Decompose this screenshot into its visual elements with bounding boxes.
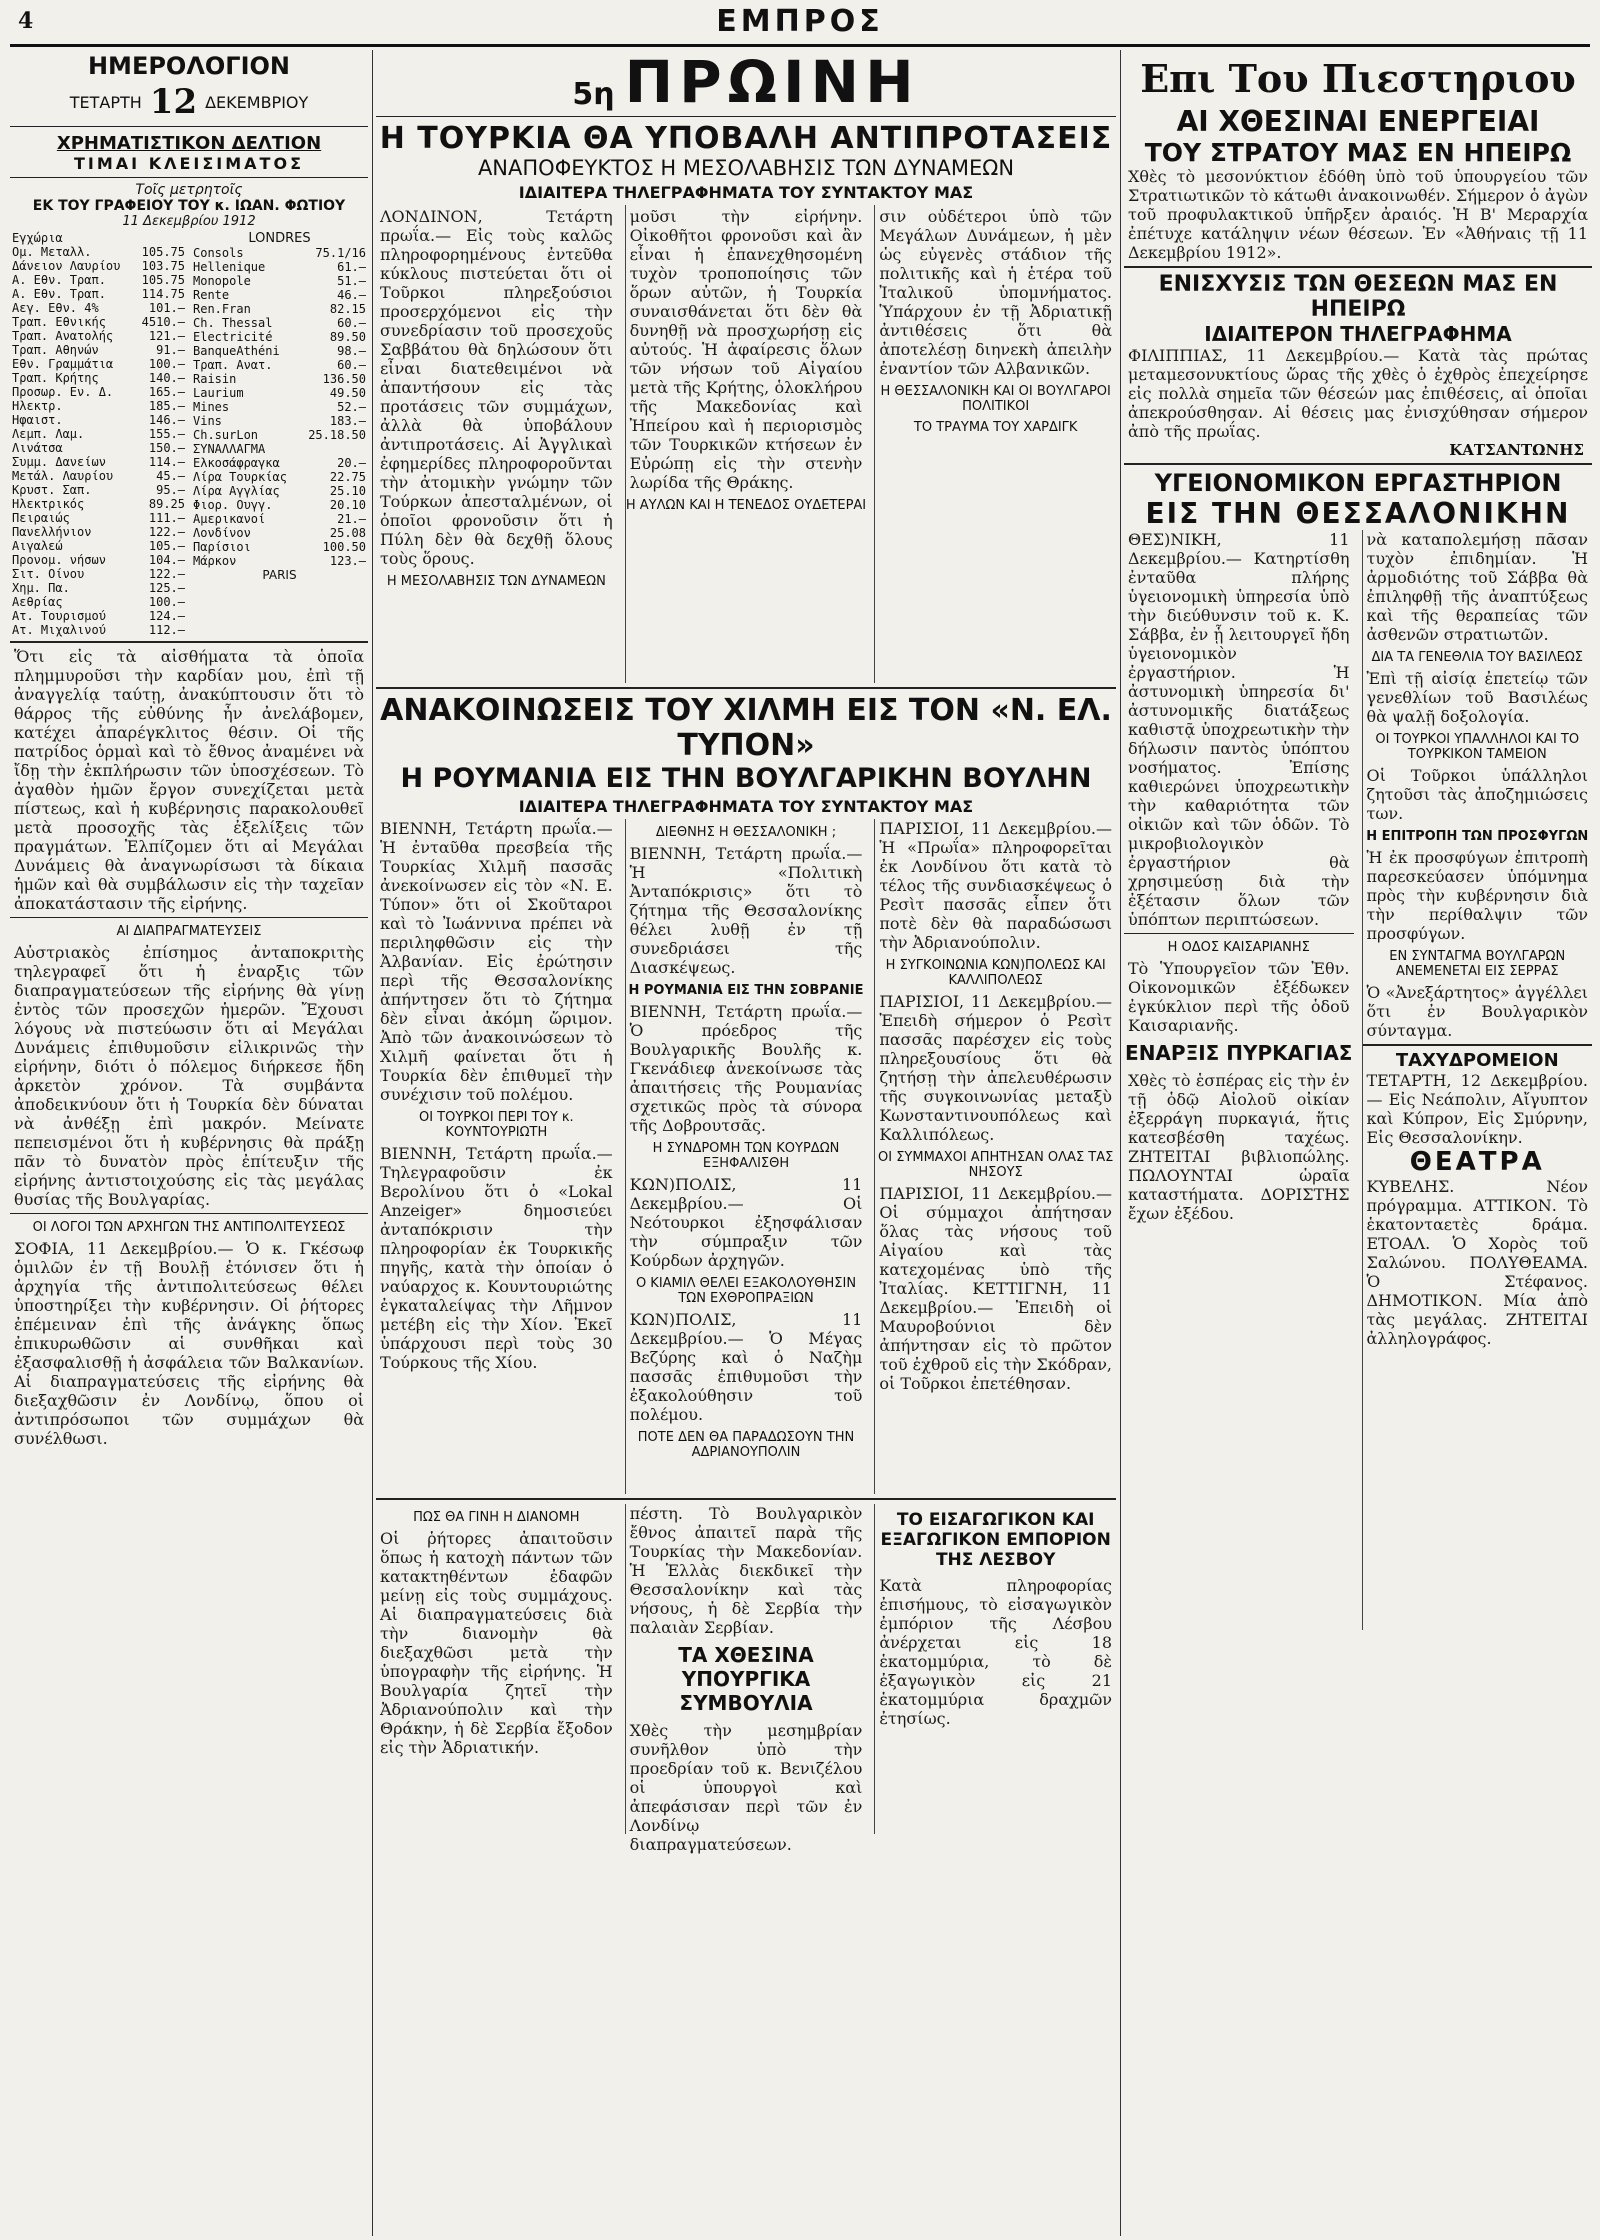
security-price: 103.75 xyxy=(141,259,185,273)
headline: ΥΓΕΙΟΝΟΜΙΚΟΝ ΕΡΓΑΣΤΗΡΙΟΝ xyxy=(1154,469,1562,497)
table-row xyxy=(191,358,368,372)
table-row xyxy=(191,484,368,498)
security-price: 105.— xyxy=(148,539,185,553)
edition-banner xyxy=(376,48,1116,116)
table-row xyxy=(191,498,368,512)
table-row xyxy=(10,497,187,511)
section-heading: Η ΡΟΥΜΑΝΙΑ ΕΙΣ ΤΗΝ ΣΟΒΡΑΝΙΕ xyxy=(628,983,864,998)
security-name: Ηλεκτρικός xyxy=(12,497,85,511)
security-name: Αεθρίας xyxy=(12,595,63,609)
security-name: Raisin xyxy=(193,372,237,386)
exchange-title: ΧΡΗΜΑΤΙΣΤΙΚΟΝ ΔΕΛΤΙΟΝ xyxy=(56,133,322,154)
security-price: 100.— xyxy=(148,357,185,371)
security-name: Τραπ. Κρήτης xyxy=(12,371,99,385)
headline: ΤΟΥ ΣΤΡΑΤΟΥ ΜΑΣ ΕΝ ΗΠΕΙΡΩ xyxy=(1144,138,1572,167)
exchange-table xyxy=(10,231,368,637)
security-name: Δάνειον Λαυρίου xyxy=(12,259,121,273)
table-row xyxy=(10,525,187,539)
security-name: Mines xyxy=(193,400,230,414)
table-row xyxy=(10,623,187,637)
table-row xyxy=(10,357,187,371)
article-columns xyxy=(376,819,1116,1494)
article-body: Ὅτι εἰς τὰ αἰσθήματα τὰ ὁποῖα πλημμυροῦσι τὴν καρδίαν μου, ἐπὶ τῇ ἀναγγελίᾳ ταύτῃ, ἀνακύπτουσιν ὅτι τὸ θάρρος τῆς εὐθύνης ἦν ἀνελάβομεν, κατέχει ἀπαρέγκλιτος θέσιν. Οἱ τῆς πατρίδος ὁρμαὶ καὶ τὸ ἔθνος ἀναμένει νὰ ἴδῃ τὴν ἐκπλήρωσιν τῶν ὑποσχέσεων. Τὸ ἀγαθὸν ἡμῶν ἔργον συνεχίζεται μετὰ πίστεως, καὶ ἡ κυβέρνησις παρακολουθεῖ μετὰ προσοχῆς τὰς ἐξελίξεις τῶν πραγμάτων. Ἐλπίζομεν ὅτι αἱ Μεγάλαι Δυνάμεις θὰ ἀναγνωρίσωσι τὰ δίκαια ἡμῶν καὶ θὰ συμβάλωσιν εἰς τὴν ταχεῖαν ἀποκατάστασιν τῆς εἰρήνης. xyxy=(14,647,364,913)
article-body: Αὐστριακὸς ἐπίσημος ἀνταποκριτὴς τηλεγραφεῖ ὅτι ἡ ἐναρξις τῶν διαπραγματεύσεων τῆς εἰρήνης θὰ γίνῃ ἐντὸς τῶν προσεχῶν ἡμερῶν. Ἔχουσι λόγους νὰ πιστεύωσιν ὅτι αἱ Μεγάλαι Δυνάμεις ἐπιθυμοῦσιν εἰλικρινῶς τὴν εἰρήνην, διότι ὁ πόλεμος διήρκεσε ἤδη ἀρκετὸν χρόνον. Τὰ συμβάντα ἀποδεικνύουν ὅτι ἡ Τουρκία δὲν δύναται νὰ ἀνθέξῃ ἐπὶ μακρόν. Μείνατε πεπεισμένοι ὅτι ἡ κυβέρνησις θὰ πράξῃ πᾶν τὸ δυνατὸν πρὸς ἐπίτευξιν τῆς εἰρήνης ἀντιστοιχούσης εἰς τὰς μεγάλας θυσίας τῆς Βουλγαρίας. xyxy=(14,943,364,1209)
security-price: 95.— xyxy=(156,483,185,497)
security-name: Μετάλ. Λαυρίου xyxy=(12,469,114,483)
table-row xyxy=(10,385,187,399)
security-price: 61.— xyxy=(337,260,366,274)
security-price: 136.50 xyxy=(322,372,366,386)
dispatch-credit: ΙΔΙΑΙΤΕΡΑ ΤΗΛΕΓΡΑΦΗΜΑΤΑ ΤΟΥ ΣΥΝΤΑΚΤΟΥ ΜΑΣ xyxy=(518,183,974,202)
article-body: ΠΑΡΙΣΙΟΙ, 11 Δεκεμβρίου.— Οἱ σύμμαχοι ἀπήτησαν ὅλας τὰς νήσους τοῦ Αἰγαίου καὶ τὰς κατεχομένας ὑπὸ τῆς Ἰταλίας. ΚΕΤΤΙΓΝΗ, 11 Δεκεμβρίου.— Ἐπειδὴ οἱ Μαυροβούνιοι δὲν ἀπήντησαν εἰς τὸ πρῶτον τοῦ ἐχθροῦ εἰς τὴν Σκόδραν, οἱ Τοῦρκοι ἐπετέθησαν. xyxy=(879,1184,1113,1393)
headline: ΑΝΑΚΟΙΝΩΣΕΙΣ ΤΟΥ ΧΙΛΜΗ ΕΙΣ ΤΟΝ «Ν. ΕΛ. ΤΥΠΟΝ» xyxy=(380,693,1112,763)
security-price: 101.— xyxy=(148,301,185,315)
security-price: 25.08 xyxy=(329,526,366,540)
article-body: Χθὲς τὴν μεσημβρίαν συνῆλθον ὑπὸ τὴν προεδρίαν τοῦ κ. Βενιζέλου οἱ ὑπουργοὶ καὶ ἀπεφάσισαν περὶ τῶν ἐν Λονδίνῳ διαπραγματεύσεων. xyxy=(629,1721,863,1854)
security-name: Λίρα Τουρκίας xyxy=(193,470,287,484)
headline: ΑΙ ΧΘΕΣΙΝΑΙ ΕΝΕΡΓΕΙΑΙ xyxy=(1176,105,1540,138)
table-row xyxy=(10,511,187,525)
article-body: ΒΙΕΝΝΗ, Τετάρτη πρωΐα.— Ὁ πρόεδρος τῆς Βουλγαρικῆς Βουλῆς κ. Γκενάδιεφ ἀνεκοίνωσε τὰς ἀπαιτήσεις τῆς Ρουμανίας σχετικῶς πρὸς τὰ σύνορα τῆς Δοβρουτσᾶς. xyxy=(629,1002,863,1135)
column-main xyxy=(376,50,1116,2236)
security-price: 20.10 xyxy=(329,498,366,512)
column-exchange xyxy=(10,50,368,2236)
security-price: 105.75 xyxy=(141,273,185,287)
security-name: Συμμ. Δανείων xyxy=(12,455,106,469)
table-row xyxy=(191,316,368,330)
security-name: Μάρκον xyxy=(193,554,237,568)
exchange-table-left xyxy=(10,231,187,637)
section-heading: ΟΙ ΣΥΜΜΑΧΟΙ ΑΠΗΤΗΣΑΝ ΟΛΑΣ ΤΑΣ ΝΗΣΟΥΣ xyxy=(878,1150,1114,1180)
table-row xyxy=(10,595,187,609)
article-body: νὰ καταπολεμήσῃ πᾶσαν τυχὸν ἐπιδημίαν. Ἡ ἀρμοδιότης τοῦ Σάββα θὰ ἐπιληφθῇ τῆς ἀναπτύξεως καὶ τῆς θεραπείας τῶν ἀσθενῶν στρατιωτῶν. xyxy=(1366,530,1588,644)
section-heading: Η ΘΕΣΣΑΛΟΝΙΚΗ ΚΑΙ ΟΙ ΒΟΥΛΓΑΡΟΙ ΠΟΛΙΤΙΚΟΙ xyxy=(880,384,1111,414)
article-body: ΒΙΕΝΝΗ, Τετάρτη πρωΐα.— Ἡ «Πολιτικὴ Ἀνταπόκρισις» ὅτι τὸ ζήτημα τῆς Θεσσαλονίκης θέλει λυθῇ ἐν τῇ συνεδριάσει τῆς Διασκέψεως. xyxy=(629,844,863,977)
security-price: 89.25 xyxy=(148,497,185,511)
security-price: 165.— xyxy=(148,385,185,399)
section-heading: ΕΝ ΣΥΝΤΑΓΜΑ ΒΟΥΛΓΑΡΩΝ ΑΝΕΜΕΝΕΤΑΙ ΕΙΣ ΣΕΡΡΑΣ xyxy=(1389,949,1566,979)
security-name: Χημ. Πα. xyxy=(12,581,70,595)
article-columns xyxy=(376,205,1116,683)
security-name: Ομ. Μεταλλ. xyxy=(12,245,92,259)
security-price: 51.— xyxy=(337,274,366,288)
table-row xyxy=(191,330,368,344)
article-body: σιν οὐδέτεροι ὑπὸ τῶν Μεγάλων Δυνάμεων, ἡ μὲν ὡς εὐγενὲς στάδιον τῆς πολιτικῆς καὶ ἡ ἑτέρα τοῦ Ἰταλικοῦ ὑπομνήματος. Ὑπάρχουν ἐν τῇ Ἀδριατικῇ ἀντιθέσεις ὅτι θὰ ἀποτελέσῃ διηνεκὴ ἀπειλὴν ἐναντίον τῶν Αλβανικῶν. xyxy=(879,207,1113,378)
table-row xyxy=(10,553,187,567)
article-body: Ἐπὶ τῇ αἰσίᾳ ἐπετείῳ τῶν γενεθλίων τοῦ Βασιλέως θὰ ψαλῇ δοξολογία. xyxy=(1366,669,1588,726)
article-body: ΘΕΣ)ΝΙΚΗ, 11 Δεκεμβρίου.— Κατηρτίσθη ἐνταῦθα πλήρης ὑγειονομικὴ ὑπηρεσία ὑπὸ τὴν διεύθυνσιν τοῦ κ. Κ. Σάββα, ἐν ᾗ λειτουργεῖ ἤδη ὑγειονομικὸν ἐργαστήριον. Ἡ ἀστυνομικὴ ὑπηρεσία δι' ἀστυνομικῆς διατάξεως καθιστᾷ ὑποχρεωτικὴν τὴν δήλωσιν παντὸς ὑπόπτου νοσήματος. Ἐπίσης καθιερώνει ὑποχρεωτικὴν τὴν καθαριότητα τῶν οἰκιῶν καὶ τῶν ὁδῶν. Τὸ μικροβιολογικὸν ἐργαστήριον θὰ χρησιμεύσῃ διὰ τὴν ἐξέτασιν ὅλων τῶν ὑπόπτων περιπτώσεων. xyxy=(1128,530,1350,929)
article-body: ΣΟΦΙΑ, 11 Δεκεμβρίου.— Ὁ κ. Γκέσωφ ὁμιλῶν ἐν τῇ Βουλῇ ἐτόνισεν ὅτι ἡ ἀρχηγία τῆς ἀντιπολιτεύσεως θέλει ὑποστηρίξει τὴν κυβέρνησιν. Οἱ ῥήτορες ἐπέμειναν ἐπὶ τῆς ἀνάγκης ὅπως ἐπικυρωθῶσιν αἱ συνθῆκαι καὶ ἐξασφαλισθῇ ἡ ἀσφάλεια τῶν Βαλκανίων. Αἱ διαπραγματεύσεις τῆς εἰρήνης θὰ διεξαχθῶσιν ἐν Λονδίνῳ, ὅπου οἱ ἀντιπρόσωποι τῶν συμμάχων θὰ συνέλθωσι. xyxy=(14,1239,364,1448)
table-row xyxy=(10,413,187,427)
article-body: μοῦσι τὴν εἰρήνην. Οἰκοθῆτοι φρονοῦσι καὶ ἂν εἶναι ἡ ἐπανεχθησομένη τυχὸν τροποποίησις τῶν ὅρων αὐτῶν, ἡ Τουρκία συναισθάνεται ὅτι δὲν θὰ δυνηθῇ νὰ προσχωρήσῃ εἰς αὐτούς. Ἡ ἀφαίρεσις ὅλων τῶν νήσων τοῦ Αἰγαίου μετὰ τῆς Κρήτης, ὁλοκλήρου τῆς Μακεδονίας καὶ Ἠπείρου καὶ ἡ περιορισμὸς τῶν Τουρκικῶν κτήσεων ἐν Εὐρώπῃ εἰς τὴν στενὴν λωρίδα τῆς Θράκης. xyxy=(629,207,863,492)
table-row xyxy=(10,581,187,595)
article-body: ΚΩΝ)ΠΟΛΙΣ, 11 Δεκεμβρίου.— Ὁ Μέγας Βεζύρης καὶ ὁ Ναζὴμ πασσᾶς ἐπιθυμοῦσι τὴν ἐξακολούθησιν τοῦ πολέμου. xyxy=(629,1310,863,1424)
table-row xyxy=(191,274,368,288)
article-body: ΠΑΡΙΣΙΟΙ, 11 Δεκεμβρίου.— Ἐπειδὴ σήμερον ὁ Ρεσὶτ πασσᾶς παρέσχεν εἰς τοὺς πληρεξουσίους ὅτι θὰ ζητήσῃ τὴν ἀπελευθέρωσιν τῆς συγκοινωνίας μεταξὺ Κωνσταντινουπόλεως καὶ Καλλιπόλεως. xyxy=(879,992,1113,1144)
security-name: Αεγ. Εθν. 4% xyxy=(12,301,99,315)
security-name: Λίρα Αγγλίας xyxy=(193,484,280,498)
security-name: Α. Εθν. Τραπ. xyxy=(12,273,106,287)
table-row xyxy=(191,428,368,442)
security-price: 114.75 xyxy=(141,287,185,301)
security-price: 20.— xyxy=(337,456,366,470)
table-row xyxy=(191,442,368,456)
section-heading: ΤΑ ΧΘΕΣΙΝΑ ΥΠΟΥΡΓΙΚΑ ΣΥΜΒΟΥΛΙΑ xyxy=(678,1643,814,1715)
table-row xyxy=(10,371,187,385)
headline: ΕΝΙΣΧΥΣΙΣ ΤΩΝ ΘΕΣΕΩΝ ΜΑΣ ΕΝ ΗΠΕΙΡΩ xyxy=(1158,272,1558,322)
exchange-office: ΕΚ ΤΟΥ ΓΡΑΦΕΙΟΥ ΤΟΥ κ. ΙΩΑΝ. ΦΩΤΙΟΥ xyxy=(32,198,346,214)
security-price: 123.— xyxy=(329,554,366,568)
masthead: ΕΜΠΡΟΣ xyxy=(716,4,884,39)
section-heading: ΠΩΣ ΘΑ ΓΙΝΗ Η ΔΙΑΝΟΜΗ xyxy=(413,1510,580,1525)
calendar-day: ΤΕΤΑΡΤΗ xyxy=(69,92,142,112)
table-row xyxy=(191,260,368,274)
table-row xyxy=(191,372,368,386)
table-row xyxy=(10,343,187,357)
article-body: ΤΕΤΑΡΤΗ, 12 Δεκεμβρίου.— Εἰς Νεάπολιν, Αἴγυπτον καὶ Κύπρον, Εἰς Σμύρνην, Εἰς Θεσσαλονίκην. xyxy=(1366,1071,1588,1147)
table-row xyxy=(191,540,368,554)
security-price: 140.— xyxy=(148,371,185,385)
article-body: ΒΙΕΝΝΗ, Τετάρτη πρωΐα.— Τηλεγραφοῦσιν ἐκ Βερολίνου ὅτι ὁ «Lokal Anzeiger» δημοσιεύει ἀνταπόκρισιν τὴν πληροφορίαν ἐκ Τουρκικῆς πηγῆς, κατὰ τὴν ὁποίαν ὁ ναύαρχος κ. Κουντουριώτης ἐγκαταλείψας τὴν Λῆμνον μετέβη εἰς τὴν Χίον. Ἐκεῖ ὑπάρχουσι περὶ τοὺς 30 Τούρκους τῆς Χίου. xyxy=(380,1144,613,1372)
security-name: Τραπ. Εθνικής xyxy=(12,315,106,329)
security-price: 146.— xyxy=(148,413,185,427)
table-row xyxy=(191,456,368,470)
section-heading: Η ΑΥΛΩΝ ΚΑΙ Η ΤΕΝΕΔΟΣ ΟΥΔΕΤΕΡΑΙ xyxy=(625,498,867,513)
table-row xyxy=(10,231,187,245)
edition-title: ΠΡΩΙΝΗ xyxy=(624,48,920,116)
exchange-date: 11 Δεκεμβρίου 1912 xyxy=(122,214,256,229)
table-row xyxy=(191,470,368,484)
calendar-date: 12 xyxy=(149,82,198,122)
section-heading: ΤΑΧΥΔΡΟΜΕΙΟΝ xyxy=(1395,1050,1559,1071)
table-row xyxy=(10,441,187,455)
table-row xyxy=(191,302,368,316)
security-price: 60.— xyxy=(337,316,366,330)
security-price: 100.50 xyxy=(322,540,366,554)
page-number: 4 xyxy=(18,8,34,34)
table-row xyxy=(191,414,368,428)
exchange-subtitle: ΤΙΜΑΙ ΚΛΕΙΣΙΜΑΤΟΣ xyxy=(74,154,304,173)
section-heading: Η ΣΥΓΚΟΙΝΩΝΙΑ ΚΩΝ)ΠΟΛΕΩΣ ΚΑΙ ΚΑΛΛΙΠΟΛΕΩΣ xyxy=(885,958,1106,988)
security-name: Λεμπ. Λαμ. xyxy=(12,427,85,441)
table-row xyxy=(10,399,187,413)
article-body: Χθὲς τὸ ἑσπέρας εἰς τὴν ἐν τῇ ὁδῷ Αἰολοῦ οἰκίαν ἐξερράγη πυρκαγιά, ἥτις κατεσβέσθη ταχέως. ΖΗΤΕΙΤΑΙ βιβλιοπώλης. ΠΩΛΟΥΝΤΑΙ ὡραῖα καταστήματα. ΔΟΡΙΣΤΗΣ ἔχων ἐξέδου. xyxy=(1128,1071,1350,1223)
article-columns xyxy=(1124,530,1592,1630)
table-row xyxy=(10,301,187,315)
article-columns xyxy=(376,1504,1116,1854)
security-name: Ατ. Τουρισμού xyxy=(12,609,106,623)
security-name: Πειραιώς xyxy=(12,511,70,525)
table-row xyxy=(191,344,368,358)
security-name: Ελκοσάφραγκα xyxy=(193,456,280,470)
exchange-table-right xyxy=(191,246,368,568)
security-name: Προσωρ. Εν. Δ. xyxy=(12,385,114,399)
article-body: ΠΑΡΙΣΙΟΙ, 11 Δεκεμβρίου.— Ἡ «Πρωΐα» πληροφορεῖται ἐκ Λονδίνου ὅτι κατὰ τὸ τέλος τῆς συνδιασκέψεως ὁ Ρεσὶτ πασσᾶς εἶπεν ὅτι ποτὲ δὲν θὰ παραδώσωσι τὴν Ἀδριανούπολιν. xyxy=(879,819,1113,952)
security-name: Ηλεκτρ. xyxy=(12,399,63,413)
security-name: Ατ. Μιχαλινού xyxy=(12,623,106,637)
security-price: 46.— xyxy=(337,288,366,302)
security-price: 183.— xyxy=(329,414,366,428)
security-name: Consols xyxy=(193,246,244,260)
security-price: 122.— xyxy=(148,525,185,539)
security-name: Αιγαλεώ xyxy=(12,539,63,553)
section-heading: Η ΜΕΣΟΛΑΒΗΣΙΣ ΤΩΝ ΔΥΝΑΜΕΩΝ xyxy=(386,574,606,589)
table-row xyxy=(10,469,187,483)
security-price xyxy=(135,231,187,245)
section-heading: ΠΟΤΕ ΔΕΝ ΘΑ ΠΑΡΑΔΩΣΟΥΝ ΤΗΝ ΑΔΡΙΑΝΟΥΠΟΛΙΝ xyxy=(637,1430,855,1460)
security-price: 150.— xyxy=(148,441,185,455)
security-price: 75.1/16 xyxy=(315,246,366,260)
table-row xyxy=(10,427,187,441)
section-heading: ΘΕΑΤΡΑ xyxy=(1409,1147,1545,1177)
security-price: 60.— xyxy=(337,358,366,372)
table-row xyxy=(10,245,187,259)
section-heading: ΟΙ ΤΟΥΡΚΟΙ ΥΠΑΛΛΗΛΟΙ ΚΑΙ ΤΟ ΤΟΥΡΚΙΚΟΝ ΤΑΜΕΙΟΝ xyxy=(1375,732,1580,762)
security-price: 124.— xyxy=(148,609,185,623)
security-price: 45.— xyxy=(156,469,185,483)
security-price: 114.— xyxy=(148,455,185,469)
exchange-by: Τοῖς μετρητοῖς xyxy=(135,182,243,198)
article-body: ΦΙΛΙΠΠΙΑΣ, 11 Δεκεμβρίου.— Κατὰ τὰς πρώτας μεταμεσονυκτίους ὥρας τῆς χθὲς ὁ ἐχθρὸς ἐπεχείρησε εἰς πολλὰ σημεῖα τῶν θέσεών μας ἐπιθέσεις, αἱ ὁποῖαι ἀπεκρούσθησαν. Αἱ θέσεις μας ἐνισχύθησαν σήμερον ἀπὸ τῆς πρωΐας. xyxy=(1128,346,1588,441)
security-price: 185.— xyxy=(148,399,185,413)
security-name: Τραπ. Ανατολής xyxy=(12,329,114,343)
table-row xyxy=(191,554,368,568)
table-row xyxy=(10,287,187,301)
security-price: 25.18.50 xyxy=(308,428,366,442)
security-price: 52.— xyxy=(337,400,366,414)
security-price: 100.— xyxy=(148,595,185,609)
top-rule xyxy=(10,44,1590,47)
section-heading: Ο ΚΙΑΜΙΛ ΘΕΛΕΙ ΕΞΑΚΟΛΟΥΘΗΣΙΝ ΤΩΝ ΕΧΘΡΟΠΡΑΞΙΩΝ xyxy=(635,1276,857,1306)
table-row xyxy=(10,609,187,623)
security-price: 25.10 xyxy=(329,484,366,498)
security-price: 89.50 xyxy=(329,330,366,344)
security-name: Hellenique xyxy=(193,260,266,274)
security-name: Σιτ. Οίνου xyxy=(12,567,85,581)
signature: ΚΑΤΣΑΝΤΩΝΗΣ xyxy=(1449,441,1584,459)
security-price: 82.15 xyxy=(329,302,366,316)
table-row xyxy=(10,329,187,343)
security-name: ΣΥΝΑΛΛΑΓΜΑ xyxy=(193,442,266,456)
security-name: Εγχώρια xyxy=(12,231,63,245)
security-price: 122.— xyxy=(148,567,185,581)
security-name: Αμερικανοί xyxy=(193,512,266,526)
security-name: BanqueAthéni xyxy=(193,344,280,358)
article-body: Ὁ «Ἀνεξάρτητος» ἀγγέλλει ὅτι ἐν Βουλγαρικὸν σύνταγμα. xyxy=(1366,983,1588,1040)
security-price: 4510.— xyxy=(141,315,185,329)
security-price: 98.— xyxy=(337,344,366,358)
table-row xyxy=(10,539,187,553)
column-divider xyxy=(1120,50,1121,2236)
table-row xyxy=(10,315,187,329)
dispatch-credit: ΙΔΙΑΙΤΕΡΑ ΤΗΛΕΓΡΑΦΗΜΑΤΑ ΤΟΥ ΣΥΝΤΑΚΤΟΥ ΜΑΣ xyxy=(518,797,974,816)
table-row xyxy=(191,288,368,302)
security-price: 105.75 xyxy=(141,245,185,259)
exchange-local xyxy=(10,231,187,637)
section-heading: ΤΟ ΕΙΣΑΓΩΓΙΚΟΝ ΚΑΙ ΕΞΑΓΩΓΙΚΟΝ ΕΜΠΟΡΙΟΝ ΤΗΣ ΛΕΣΒΟΥ xyxy=(880,1510,1111,1570)
edition-number: 5η xyxy=(572,77,615,112)
table-row xyxy=(191,386,368,400)
section-heading: Η ΣΥΝΔΡΟΜΗ ΤΩΝ ΚΟΥΡΔΩΝ ΕΞΗΦΑΛΙΣΘΗ xyxy=(652,1141,840,1171)
section-heading: ΕΝΑΡΞΙΣ ΠΥΡΚΑΓΙΑΣ xyxy=(1125,1041,1353,1065)
section-heading: Η ΕΠΙΤΡΟΠΗ ΤΩΝ ΠΡΟΣΦΥΓΩΝ xyxy=(1366,829,1589,844)
dispatch-credit: ΙΔΙΑΙΤΕΡΟΝ ΤΗΛΕΓΡΑΦΗΜΑ xyxy=(1204,322,1512,346)
table-row xyxy=(191,512,368,526)
article-body: ΚΥΒΕΛΗΣ. Νέον πρόγραμμα. ΑΤΤΙΚΟΝ. Τὸ ἑκατονταετὲς δράμα. ΕΤΟΑΛ. Ὁ Χορὸς τοῦ Σαλώνου. ΠΟΛΥΘΕΑΜΑ. Ὁ Στέφανος. ΔΗΜΟΤΙΚΟΝ. Μία ἀπὸ τὰς μεγάλας. ΖΗΤΕΙΤΑΙ ἀλληλογράφος. xyxy=(1366,1177,1588,1348)
section-banner: Επι Του Πιεστηριου xyxy=(1140,56,1576,101)
calendar-title: ΗΜΕΡΟΛΟΓΙΟΝ xyxy=(87,52,291,80)
security-name: Πανελλήνιον xyxy=(12,525,92,539)
security-price: 121.— xyxy=(148,329,185,343)
security-name: Monopole xyxy=(193,274,251,288)
section-heading: ΔΙΕΘΝΗΣ Η ΘΕΣΣΑΛΟΝΙΚΗ ; xyxy=(655,825,837,840)
headline: Η ΡΟΥΜΑΝΙΑ ΕΙΣ ΤΗΝ ΒΟΥΛΓΑΡΙΚΗΝ ΒΟΥΛΗΝ xyxy=(400,763,1092,794)
article-body: Τὸ Ὑπουργεῖον τῶν Ἐθν. Οἰκονομικῶν ἐξέδωκεν ἐγκύκλιον περὶ τῆς ὁδοῦ Καισαριανῆς. xyxy=(1128,959,1350,1035)
security-price: 49.50 xyxy=(329,386,366,400)
calendar-month: ΔΕΚΕΜΒΡΙΟΥ xyxy=(205,92,309,112)
table-row xyxy=(10,455,187,469)
security-name: Rente xyxy=(193,288,230,302)
london-label: LONDRES xyxy=(248,231,311,246)
exchange-foreign xyxy=(191,231,368,637)
article-body: Κατὰ πληροφορίας ἐπισήμους, τὸ εἰσαγωγικὸν ἐμπόριον τῆς Λέσβου ἀνέρχεται εἰς 18 ἑκατομμύρια, τὸ δὲ ἐξαγωγικὸν εἰς 21 ἑκατομμύρια δραχμῶν ἐτησίως. xyxy=(879,1576,1113,1728)
article-body: ΒΙΕΝΝΗ, Τετάρτη πρωΐα.— Ἡ ἐνταῦθα πρεσβεία τῆς Τουρκίας Χιλμῆ πασσᾶς ἀνεκοίνωσεν εἰς τὸν «Ν. Ε. Τύπον» ὅτι οἱ Σκοῦταροι καὶ τὸ Ἰωάννινα πρέπει νὰ περιληφθῶσιν εἰς τὴν Ἀλβανίαν. Εἰς ἐρώτησιν περὶ τῆς Θεσσαλονίκης ἀπήντησεν ὅτι τὸ ζήτημα δὲν εἶναι ἀκόμη ὥριμον. Ἀπὸ τῶν ἀνακοινώσεων τὸ Χιλμῆ φαίνεται ὅτι ἡ Τουρκία δὲν ἐπιθυμεῖ τὴν συνέχισιν τοῦ πολέμου. xyxy=(380,819,613,1104)
article-body: Ἡ ἐκ προσφύγων ἐπιτροπὴ παρεσκεύασεν ὑπόμνημα πρὸς τὴν κυβέρνησιν διὰ τὴν περίθαλψιν τῶν προσφύγων. xyxy=(1366,848,1588,943)
security-name: Ch.surLon xyxy=(193,428,259,442)
security-price: 125.— xyxy=(148,581,185,595)
security-name: Λονδίνον xyxy=(193,526,251,540)
security-price: 155.— xyxy=(148,427,185,441)
section-heading: Η ΟΔΟΣ ΚΑΙΣΑΡΙΑΝΗΣ xyxy=(1167,940,1310,955)
table-row xyxy=(191,400,368,414)
article-body: πέστη. Τὸ Βουλγαρικὸν ἔθνος ἀπαιτεῖ παρὰ τῆς Τουρκίας τὴν Μακεδονίαν. Ἡ Ἑλλὰς διεκδικεῖ τὴν Θεσσαλονίκην καὶ τὰς νήσους, ἡ δὲ Σερβία τὴν παλαιὰν Σερβίαν. xyxy=(629,1504,863,1637)
headline: ΕΙΣ ΤΗΝ ΘΕΣΣΑΛΟΝΙΚΗΝ xyxy=(1145,497,1571,530)
security-name: Laurium xyxy=(193,386,244,400)
table-row xyxy=(191,526,368,540)
security-name: Εθν. Γραμμάτια xyxy=(12,357,114,371)
section-heading: ΟΙ ΛΟΓΟΙ ΤΩΝ ΑΡΧΗΓΩΝ ΤΗΣ ΑΝΤΙΠΟΛΙΤΕΥΣΕΩΣ xyxy=(32,1220,346,1235)
table-row xyxy=(10,483,187,497)
security-name: Τραπ. Αθηνών xyxy=(12,343,99,357)
security-price: 91.— xyxy=(156,343,185,357)
security-name: Electricité xyxy=(193,330,273,344)
security-name: Λινάτσα xyxy=(12,441,63,455)
article-body: ΚΩΝ)ΠΟΛΙΣ, 11 Δεκεμβρίου.— Οἱ Νεότουρκοι ἐξησφάλισαν τὴν σύμπραξιν τῶν Κούρδων ἀρχηγῶν. xyxy=(629,1175,863,1270)
security-name: Φιορ. Ουγγ. xyxy=(193,498,273,512)
article-body: Οἱ ῥήτορες ἀπαιτοῦσιν ὅπως ἡ κατοχὴ πάντων τῶν κατακτηθέντων ἐδαφῶν μείνῃ εἰς τοὺς συμμάχους. Αἱ διαπραγματεύσεις διὰ τὴν διανομὴν θὰ διεξαχθῶσι μετὰ τὴν ὑπογραφὴν τῆς εἰρήνης. Ἡ Βουλγαρία ζητεῖ τὴν Ἀδριανούπολιν καὶ τὴν Θράκην, ἡ δὲ Σερβία ἔξοδον εἰς τὴν Ἀδριατικήν. xyxy=(380,1529,613,1757)
article-body: Χθὲς τὸ μεσονύκτιον ἐδόθη ὑπὸ τοῦ ὑπουργείου τῶν Στρατιωτικῶν τὸ κάτωθι ἀνακοινωθέν. Σήμερον ὁ ἀγὼν τοῦ προφυλακτικοῦ ὑπῆρξεν ἀραιός. Ἡ Β' Μεραρχία ἐπέτυχε κατάληψιν νέων θέσεων. Ἐν «Ἀθήναις τῇ 11 Δεκεμβρίου 1912». xyxy=(1128,167,1588,262)
security-name: Προνομ. νήσων xyxy=(12,553,106,567)
section-heading: ΤΟ ΤΡΑΥΜΑ ΤΟΥ ΧΑΡΔΙΓΚ xyxy=(913,420,1078,435)
security-price: 22.75 xyxy=(329,470,366,484)
section-heading: ΟΙ ΤΟΥΡΚΟΙ ΠΕΡΙ ΤΟΥ κ. ΚΟΥΝΤΟΥΡΙΩΤΗ xyxy=(418,1110,574,1140)
section-heading: ΔΙΑ ΤΑ ΓΕΝΕΘΛΙΑ ΤΟΥ ΒΑΣΙΛΕΩΣ xyxy=(1371,650,1583,665)
security-name: Κρυστ. Σαπ. xyxy=(12,483,92,497)
security-price xyxy=(300,442,368,456)
security-price: 104.— xyxy=(148,553,185,567)
paris-label: PARIS xyxy=(262,568,297,582)
security-name: Α. Εθν. Τραπ. xyxy=(12,287,106,301)
table-row xyxy=(10,567,187,581)
security-name: Ηφαιστ. xyxy=(12,413,63,427)
column-press xyxy=(1124,50,1592,2236)
security-price: 112.— xyxy=(148,623,185,637)
security-price: 21.— xyxy=(337,512,366,526)
section-heading: ΑΙ ΔΙΑΠΡΑΓΜΑΤΕΥΣΕΙΣ xyxy=(116,924,262,939)
subheadline: ΑΝΑΠΟΦΕΥΚΤΟΣ Η ΜΕΣΟΛΑΒΗΣΙΣ ΤΩΝ ΔΥΝΑΜΕΩΝ xyxy=(477,156,1015,180)
table-row xyxy=(10,259,187,273)
security-name: Τραπ. Ανατ. xyxy=(193,358,273,372)
article-body: Οἱ Τοῦρκοι ὑπάλληλοι ζητοῦσι τὰς ἀποζημιώσεις των. xyxy=(1366,766,1588,823)
security-price: 111.— xyxy=(148,511,185,525)
security-name: Παρίσιοι xyxy=(193,540,251,554)
table-row xyxy=(191,246,368,260)
security-name: Ch. Thessal xyxy=(193,316,273,330)
headline: Η ΤΟΥΡΚΙΑ ΘΑ ΥΠΟΒΑΛΗ ΑΝΤΙΠΡΟΤΑΣΕΙΣ xyxy=(379,121,1113,156)
table-row xyxy=(10,273,187,287)
security-name: Ren.Fran xyxy=(193,302,251,316)
security-name: Vins xyxy=(193,414,222,428)
column-divider xyxy=(372,50,373,2236)
article-body: ΛΟΝΔΙΝΟΝ, Τετάρτη πρωΐα.— Εἰς τοὺς καλῶς πληροφορημένους ἐντεῦθα κύκλους πιστεύεται ὅτι οἱ Τοῦρκοι πληρεξούσιοι προσερχόμενοι εἰς τὴν συνεδρίασιν τοῦ προσεχοῦς Σαββάτου θὰ δηλώσουν ὅτι εἶναι διατεθειμένοι νὰ ἀπαντήσουν εἰς τὰς προτάσεις τῶν συμμάχων, ἀλλὰ θὰ ὑποβάλουν ἀντιπροτάσεις. Αἱ Ἀγγλικαὶ ἐφημερίδες πληροφοροῦνται τὴν ἀτομικὴν γνώμην τῶν Τούρκων ἀπεσταλμένων, οἱ ὁποῖοι φρονοῦσιν ὅτι ἡ Πύλη δὲν θὰ δεχθῇ ὅλους τοὺς ὅρους. xyxy=(380,207,613,568)
calendar-date-row xyxy=(10,82,368,127)
